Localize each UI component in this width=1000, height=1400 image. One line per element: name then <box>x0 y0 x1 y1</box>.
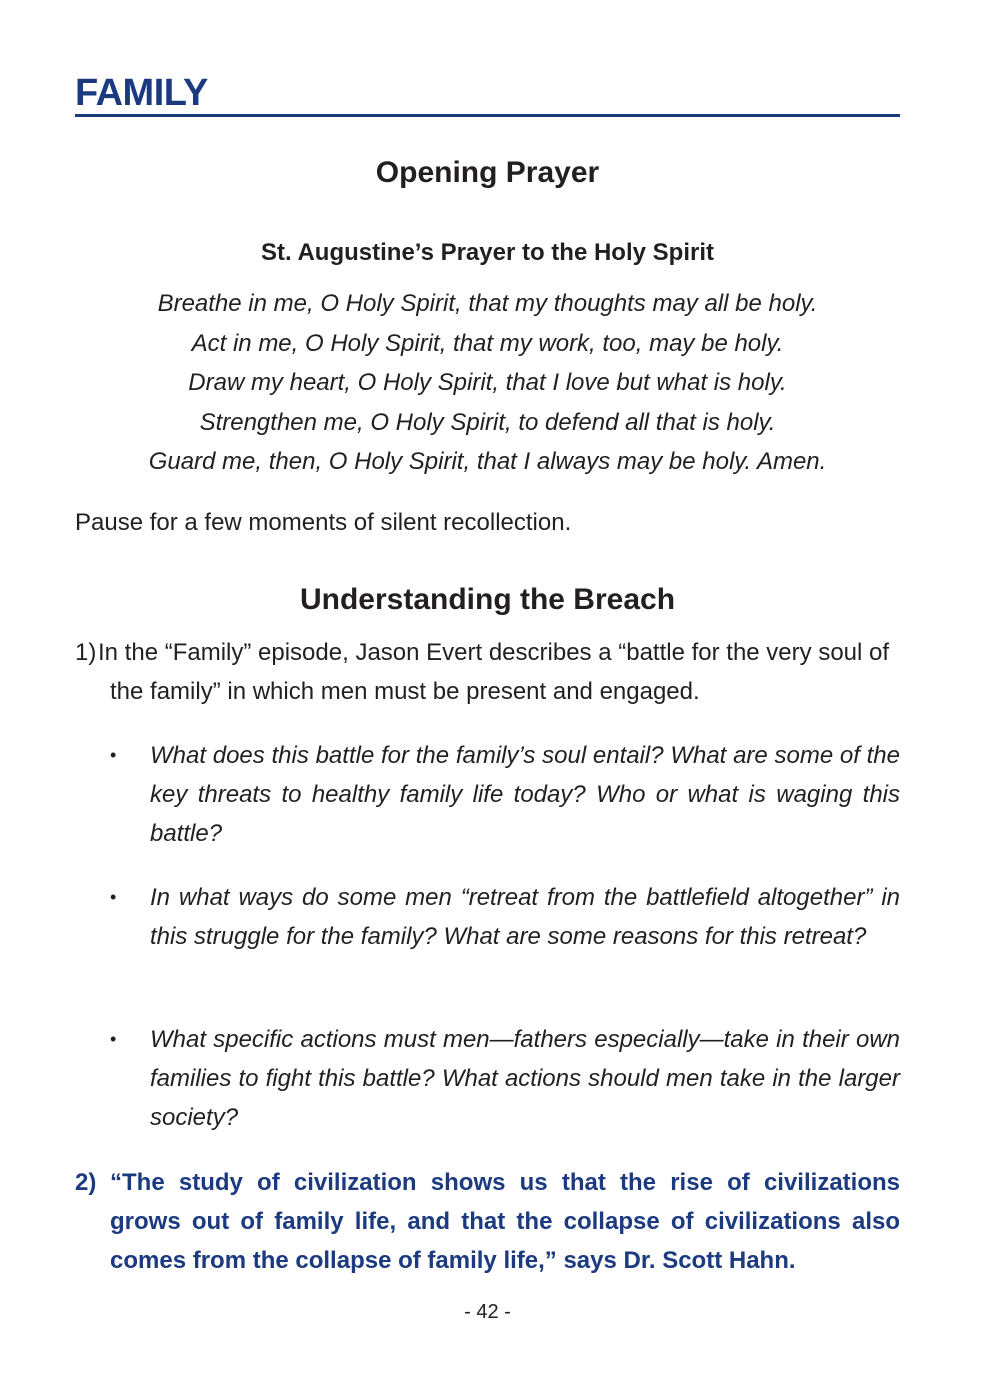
prayer-text <box>75 284 900 482</box>
prayer-line: Guard me, then, O Holy Spirit, that I always may be holy. Amen. <box>148 448 827 475</box>
bullet-item <box>110 736 900 853</box>
section-divider <box>75 114 900 117</box>
bullet-text: What specific actions must men—fathers especially—take in their own families to fight this battle? What actions should men take in the larger society? <box>150 1026 900 1131</box>
page-number: - 42 - <box>464 1301 511 1323</box>
bullet-item <box>110 1020 900 1137</box>
bullet-icon: • <box>110 1029 117 1049</box>
bullet-icon: • <box>110 887 117 907</box>
pause-instruction: Pause for a few moments of silent recollection. <box>75 509 572 536</box>
prayer-line: Draw my heart, O Holy Spirit, that I love but what is holy. <box>188 369 787 396</box>
bullet-item <box>110 878 900 956</box>
bullet-text: What does this battle for the family’s soul entail? What are some of the key threats to healthy family life today? Who or what is waging this battle? <box>150 742 900 847</box>
question-1 <box>75 633 900 711</box>
question-number: 2) <box>75 1169 97 1196</box>
prayer-title: St. Augustine’s Prayer to the Holy Spirit <box>261 239 714 266</box>
prayer-line: Strengthen me, O Holy Spirit, to defend all that is holy. <box>199 408 776 436</box>
opening-prayer-heading: Opening Prayer <box>375 156 600 189</box>
bullet-text: In what ways do some men “retreat from the battlefield altogether” in this struggle for the family? What are some reasons for this retreat? <box>150 884 900 950</box>
question-text: In the “Family” episode, Jason Evert describes a “battle for the very soul of the family” in which men must be present and engaged. <box>98 639 890 705</box>
prayer-line: Breathe in me, O Holy Spirit, that my thoughts may all be holy. <box>157 290 818 317</box>
understanding-breach-heading: Understanding the Breach <box>299 583 676 616</box>
section-title: FAMILY <box>75 72 208 114</box>
question-text: “The study of civilization shows us that the rise of civilizations grows out of family life, and that the collapse of civilizations also comes from the collapse of family life,” says Dr. Scott Hahn. <box>110 1169 900 1274</box>
question-number: 1) <box>75 639 97 666</box>
prayer-line: Act in me, O Holy Spirit, that my work, too, may be holy. <box>191 329 784 357</box>
question-2 <box>75 1163 900 1280</box>
bullet-icon: • <box>110 745 117 765</box>
